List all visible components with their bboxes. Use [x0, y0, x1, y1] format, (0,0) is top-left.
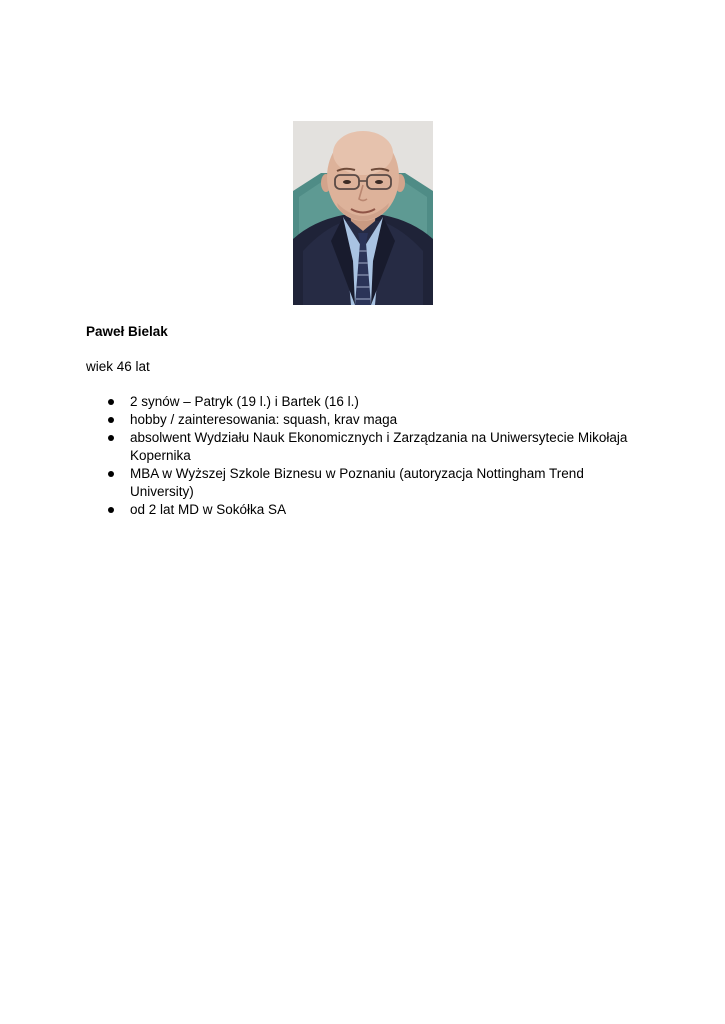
list-item-text: hobby / zainteresowania: squash, krav maga — [130, 412, 398, 427]
portrait-photo — [293, 121, 433, 305]
list-item — [107, 411, 647, 429]
list-item-text: 2 synów – Patryk (19 l.) i Bartek (16 l.) — [130, 394, 359, 409]
list-item — [107, 501, 647, 519]
facts-list — [107, 393, 647, 519]
list-item-text: od 2 lat MD w Sokółka SA — [130, 502, 287, 517]
person-age: wiek 46 lat — [86, 359, 150, 374]
list-item-text: MBA w Wyższej Szkole Biznesu w Poznaniu (autoryzacja Nottingham Trend University) — [130, 466, 584, 499]
list-item-text: absolwent Wydziału Nauk Ekonomicznych i Zarządzania na Uniwersytecie Mikołaja Kopernika — [130, 430, 628, 463]
list-item — [107, 465, 647, 501]
bullet-icon — [108, 417, 114, 423]
bullet-icon — [108, 399, 114, 405]
bullet-icon — [108, 471, 114, 477]
person-name: Paweł Bielak — [86, 324, 168, 339]
list-item — [107, 429, 647, 465]
bullet-icon — [108, 507, 114, 513]
bullet-icon — [108, 435, 114, 441]
list-item — [107, 393, 647, 411]
